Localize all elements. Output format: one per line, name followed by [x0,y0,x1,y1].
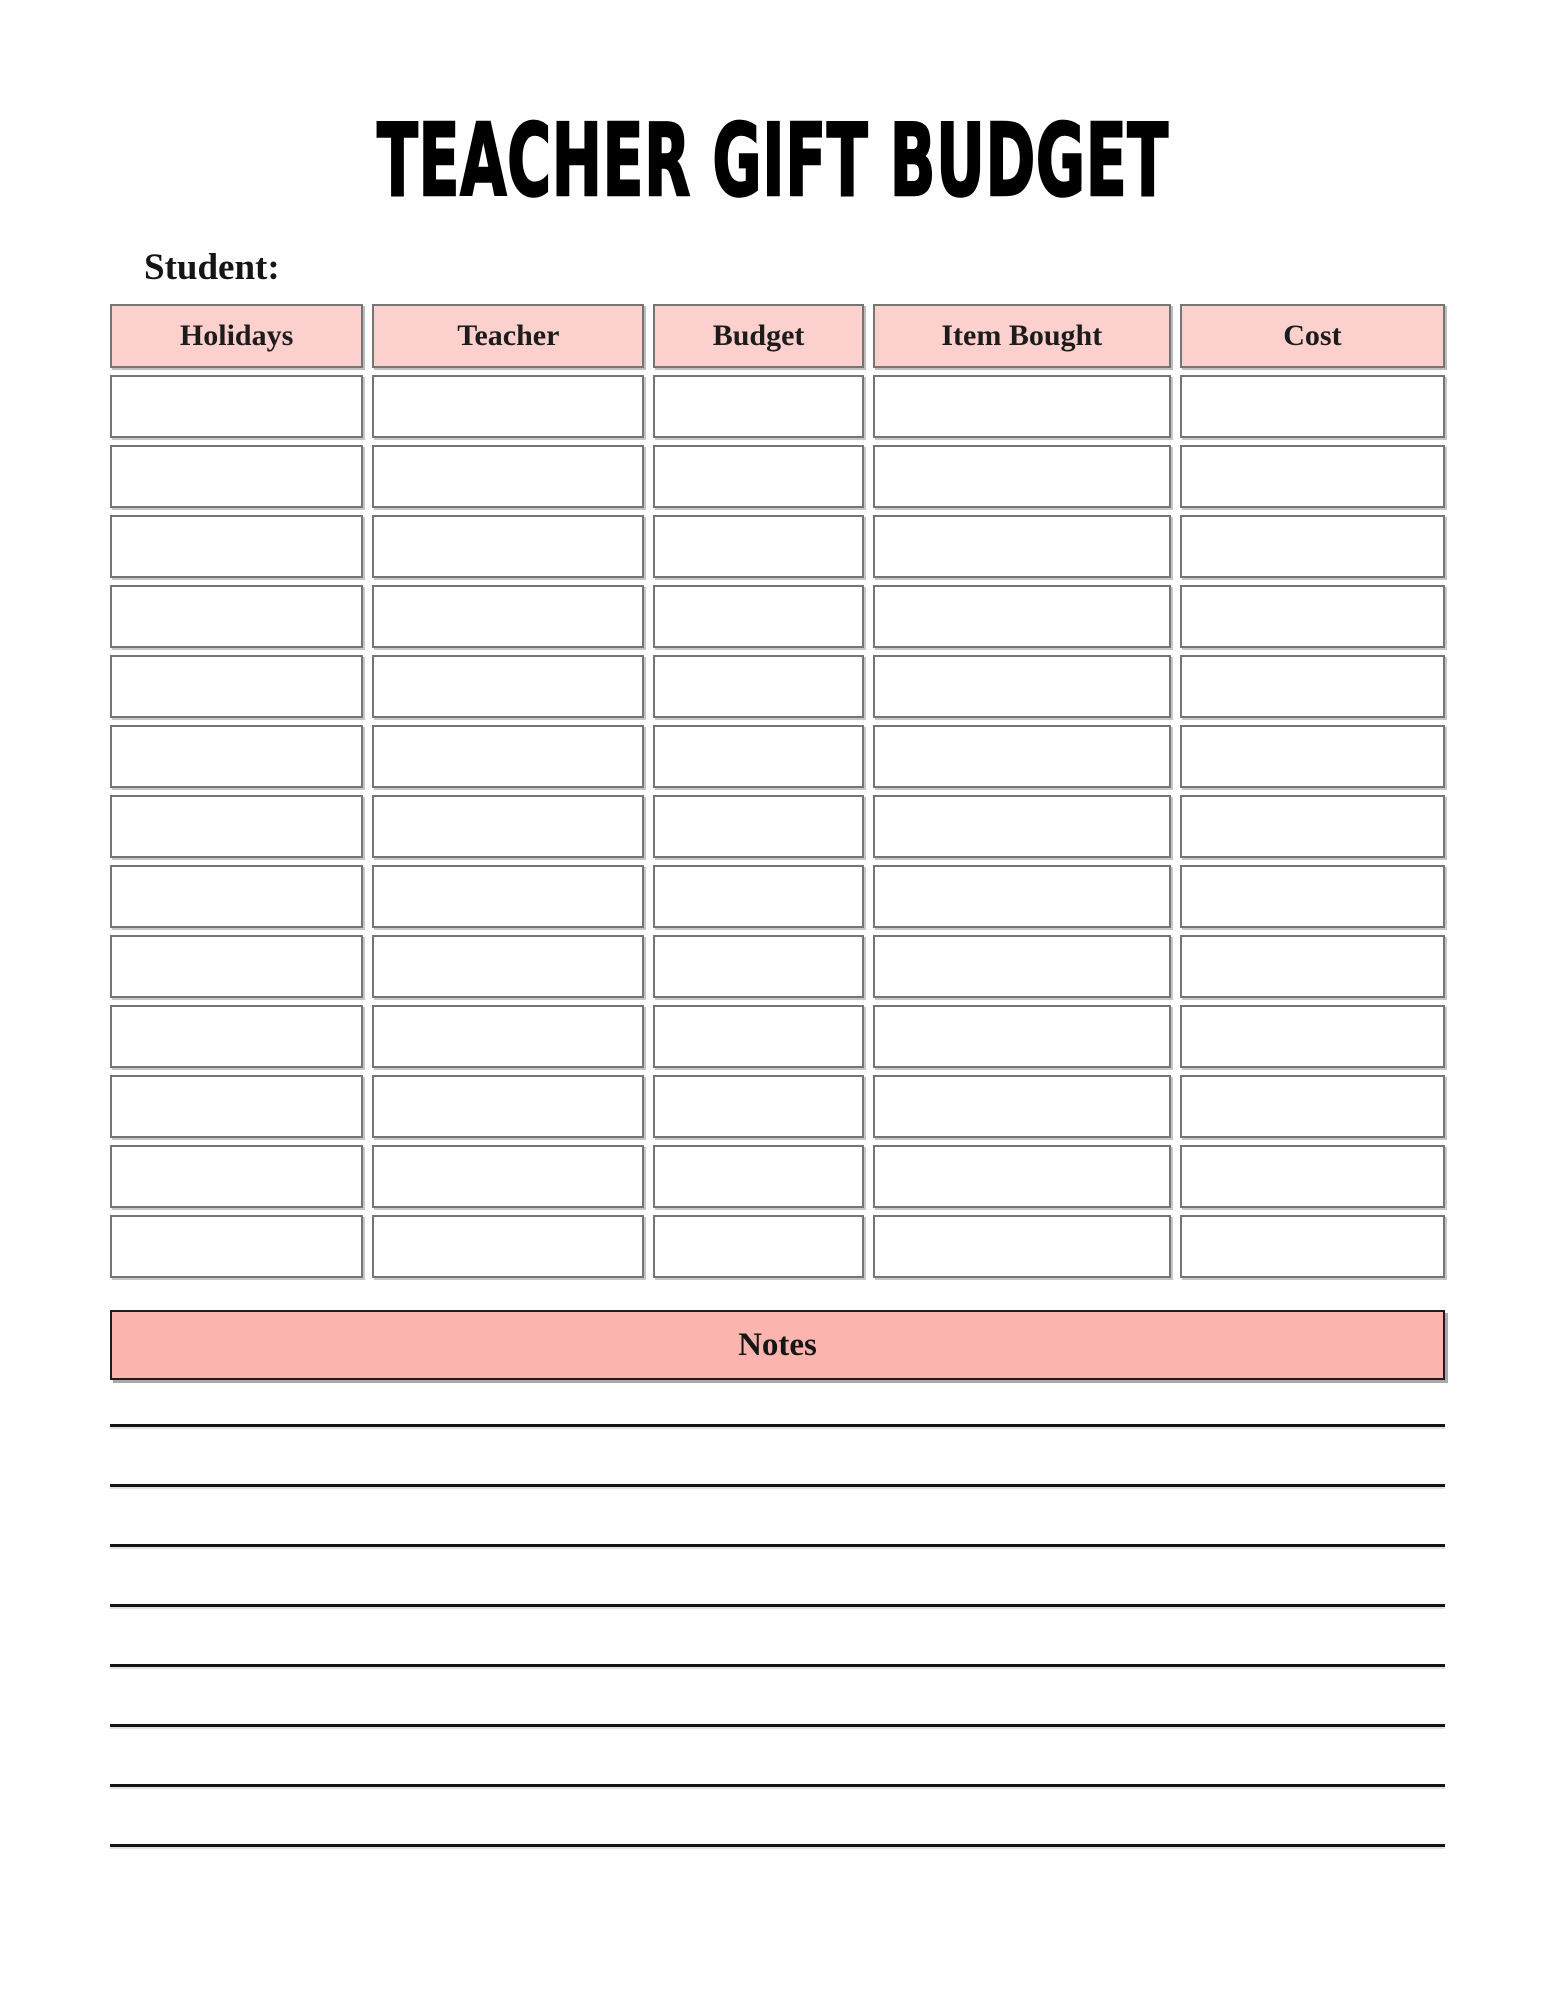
note-line [110,1544,1445,1547]
table-cell [110,515,363,578]
table-cell [653,865,863,928]
table-cell [110,585,363,648]
table-cell [653,1215,863,1278]
table-cell [110,655,363,718]
table-cell [873,375,1171,438]
table-cell [110,725,363,788]
table-cell [372,865,644,928]
note-line [110,1844,1445,1847]
table-cell [653,655,863,718]
table-cell [873,865,1171,928]
table-row [110,935,1445,998]
table-row [110,725,1445,788]
table-cell [1180,795,1445,858]
table-cell [653,935,863,998]
table-cell [372,655,644,718]
table-row [110,655,1445,718]
table-cell [372,725,644,788]
note-line [110,1664,1445,1667]
table-cell [1180,1215,1445,1278]
notes-header [110,1310,1445,1380]
budget-table [110,304,1445,1278]
table-cell [653,445,863,508]
table-cell [653,1145,863,1208]
table-cell [1180,1075,1445,1138]
table-cell [110,865,363,928]
column-header-item-bought: Item Bought [873,304,1171,368]
table-cell [372,795,644,858]
column-header-cost: Cost [1180,304,1445,368]
page-title [0,0,1545,219]
content-column [110,246,1445,1847]
note-line [110,1604,1445,1607]
table-cell [653,585,863,648]
table-cell [873,445,1171,508]
table-cell [1180,725,1445,788]
note-line [110,1484,1445,1487]
table-cell [653,515,863,578]
column-header-budget: Budget [653,304,863,368]
table-cell [873,935,1171,998]
table-cell [372,1145,644,1208]
table-row [110,1215,1445,1278]
table-cell [1180,655,1445,718]
table-cell [873,1075,1171,1138]
table-cell [372,1075,644,1138]
table-row [110,865,1445,928]
table-cell [372,935,644,998]
table-cell [110,1145,363,1208]
note-line [110,1784,1445,1787]
table-cell [372,1215,644,1278]
table-cell [653,725,863,788]
table-cell [110,445,363,508]
column-header-teacher: Teacher [372,304,644,368]
table-cell [873,585,1171,648]
table-cell [1180,1005,1445,1068]
table-row [110,375,1445,438]
table-header-row [110,304,1445,368]
table-cell [653,1005,863,1068]
table-row [110,1145,1445,1208]
table-cell [110,375,363,438]
table-cell [372,1005,644,1068]
table-row [110,585,1445,648]
table-cell [873,1215,1171,1278]
table-cell [873,795,1171,858]
table-row [110,515,1445,578]
table-cell [653,795,863,858]
table-cell [110,935,363,998]
table-cell [1180,375,1445,438]
note-line [110,1424,1445,1427]
table-cell [873,1005,1171,1068]
table-cell [1180,585,1445,648]
notes-lines [110,1424,1445,1847]
table-cell [110,1215,363,1278]
table-cell [1180,515,1445,578]
notes-header-text: Notes [738,1326,817,1363]
table-cell [873,655,1171,718]
table-cell [1180,1145,1445,1208]
table-body [110,375,1445,1278]
page-title-text: TEACHER GIFT BUDGET [376,102,1169,219]
table-cell [873,1145,1171,1208]
table-cell [372,585,644,648]
table-cell [110,1075,363,1138]
table-cell [653,1075,863,1138]
column-header-holidays: Holidays [110,304,363,368]
table-row [110,1075,1445,1138]
table-cell [873,515,1171,578]
table-cell [1180,865,1445,928]
table-cell [372,375,644,438]
student-label: Student: [144,247,280,288]
table-cell [1180,935,1445,998]
table-row [110,1005,1445,1068]
table-cell [873,725,1171,788]
table-row [110,445,1445,508]
table-cell [110,795,363,858]
note-line [110,1724,1445,1727]
table-row [110,795,1445,858]
table-cell [372,445,644,508]
table-cell [110,1005,363,1068]
table-cell [372,515,644,578]
table-cell [653,375,863,438]
table-cell [1180,445,1445,508]
